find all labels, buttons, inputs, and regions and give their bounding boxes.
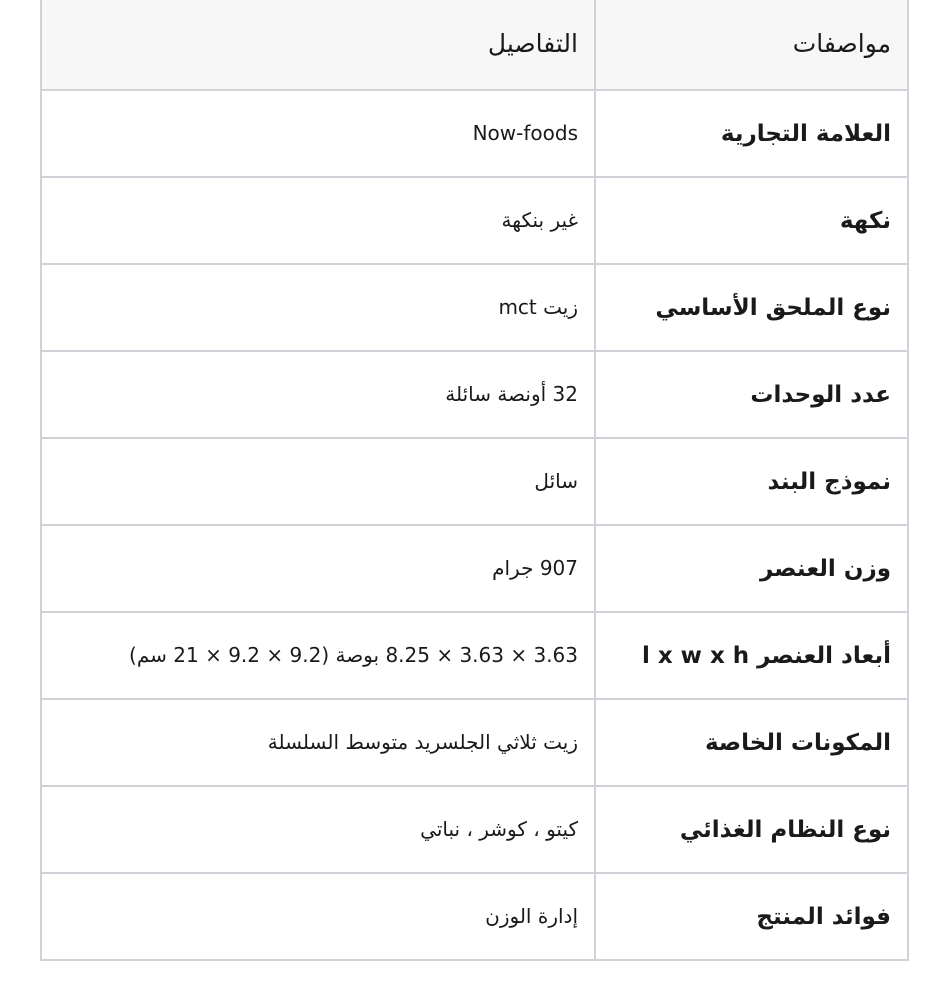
spec-value-dimensions: 3.63 × 3.63 × 8.25 بوصة (9.2 × 9.2 × 21 سم) bbox=[41, 612, 595, 699]
spec-value-item-weight: 907 جرام bbox=[41, 525, 595, 612]
spec-value-special-ingredients: زيت ثلاثي الجلسريد متوسط السلسلة bbox=[41, 699, 595, 786]
spec-label-product-benefits: فوائد المنتج bbox=[595, 873, 908, 960]
spec-label-unit-count: عدد الوحدات bbox=[595, 351, 908, 438]
spec-label-diet-type: نوع النظام الغذائي bbox=[595, 786, 908, 873]
spec-value-supplement-type: زيت mct bbox=[41, 264, 595, 351]
table-row bbox=[41, 612, 908, 699]
table-row bbox=[41, 177, 908, 264]
spec-value-flavor: غير بنكهة bbox=[41, 177, 595, 264]
table-row bbox=[41, 525, 908, 612]
spec-value-brand: Now-foods bbox=[41, 90, 595, 177]
spec-label-flavor: نكهة bbox=[595, 177, 908, 264]
spec-label-dimensions: أبعاد العنصر l x w x h bbox=[595, 612, 908, 699]
spec-value-unit-count: 32 أونصة سائلة bbox=[41, 351, 595, 438]
spec-label-supplement-type: نوع الملحق الأساسي bbox=[595, 264, 908, 351]
table-row bbox=[41, 438, 908, 525]
spec-value-item-form: سائل bbox=[41, 438, 595, 525]
table-row bbox=[41, 699, 908, 786]
spec-label-item-form: نموذج البند bbox=[595, 438, 908, 525]
spec-label-item-weight: وزن العنصر bbox=[595, 525, 908, 612]
table-row bbox=[41, 873, 908, 960]
table-row bbox=[41, 90, 908, 177]
product-specifications-table bbox=[40, 0, 909, 961]
specifications-column-header: مواصفات bbox=[595, 0, 908, 90]
spec-label-special-ingredients: المكونات الخاصة bbox=[595, 699, 908, 786]
details-column-header: التفاصيل bbox=[41, 0, 595, 90]
spec-value-diet-type: كيتو ، كوشر ، نباتي bbox=[41, 786, 595, 873]
spec-value-product-benefits: إدارة الوزن bbox=[41, 873, 595, 960]
table-header-row bbox=[41, 0, 908, 90]
table-row bbox=[41, 351, 908, 438]
table-row bbox=[41, 264, 908, 351]
spec-label-brand: العلامة التجارية bbox=[595, 90, 908, 177]
table-row bbox=[41, 786, 908, 873]
